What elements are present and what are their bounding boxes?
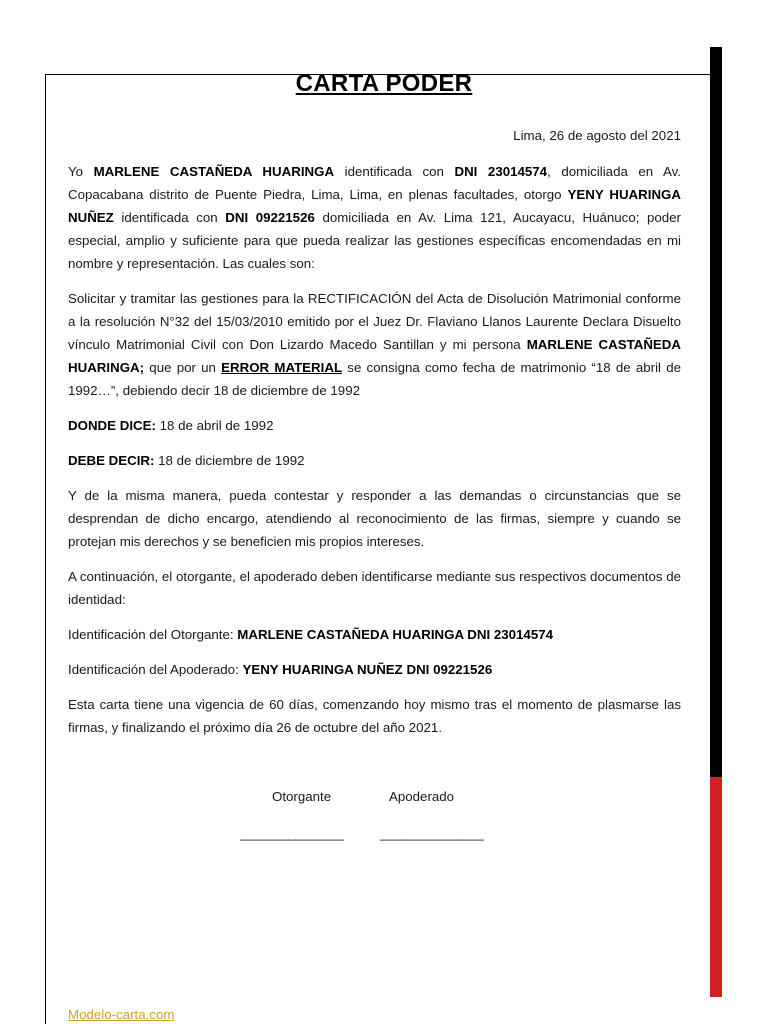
text: que por un [144,360,222,375]
grantor-name: MARLENE CASTAÑEDA HUARINGA; [68,337,681,375]
paragraph-grant [68,160,681,275]
debe-decir-value: 18 de diciembre de 1992 [154,453,305,468]
date-line: Lima, 26 de agosto del 2021 [513,128,681,143]
id-otorgante-label: Identificación del Otorgante: [68,627,238,642]
id-apoderado-label: Identificación del Apoderado: [68,662,243,677]
side-bar-black [710,47,722,777]
donde-dice-label: DONDE DICE: [68,418,156,433]
grantor-name: MARLENE CASTAÑEDA HUARINGA [93,164,335,179]
paragraph-powers: Y de la misma manera, pueda contestar y responder a las demandas o circunstancias que se desprendan de dicho encargo, atendiendo al reconocimiento de las firmas, siempre y cuando se protejan mis derechos y se beneficien mis propios intereses. [68,488,681,549]
text: Solicitar y tramitar las gestiones para la RECTIFICACIÓN del Acta de Disolución Matrimonial conforme a la resolución N°32 del 15/03/2010 emitido por el Juez Dr. Flaviano Llanos Laurente Declara Disuelto vínculo Matrimonial Civil con Don Lizardo Macedo Santillan y mi persona [68,291,681,352]
debe-decir-line [68,449,681,472]
text: identificada con [334,164,455,179]
id-otorgante-value: MARLENE CASTAÑEDA HUARINGA DNI 23014574 [237,627,554,642]
otorgante-label: Otorgante [272,789,332,804]
error-material: ERROR MATERIAL [221,360,343,375]
text: Yo [68,164,94,179]
id-apoderado-value: YENY HUARINGA NUÑEZ DNI 09221526 [242,662,493,677]
debe-decir-label: DEBE DECIR: [68,453,155,468]
paragraph-request [68,287,681,402]
grantor-dni: DNI 23014574 [454,164,548,179]
letter-body [68,124,681,751]
otorgante-signature-line: _______________ [240,826,344,841]
text: , domiciliada en Av. Copacabana distrito de Puente Piedra, Lima, Lima, en plenas facultades, otorgo [68,164,681,202]
donde-dice-value: 18 de abril de 1992 [155,418,274,433]
id-apoderado-line [68,658,681,681]
agent-dni: DNI 09221526 [225,210,315,225]
document-title: CARTA PODER [295,70,473,97]
agent-name: YENY HUARINGA NUÑEZ [68,187,681,225]
text: identificada con [113,210,226,225]
text: domiciliada en Av. Lima 121, Aucayacu, Huánuco; poder especial, amplio y suficiente para que pueda realizar las gestiones específicas encomendadas en mi nombre y representación. Las cuales son: [68,210,681,271]
donde-dice-line [68,414,681,437]
apoderado-label: Apoderado [389,789,455,804]
text: se consigna como fecha de matrimonio “18 de abril de 1992…”, debiendo decir 18 de diciembre de 1992 [68,360,681,398]
apoderado-signature-line: _______________ [380,826,484,841]
paragraph-identification: A continuación, el otorgante, el apoderado deben identificarse mediante sus respectivos documentos de identidad: [68,569,681,607]
paragraph-validity: Esta carta tiene una vigencia de 60 días, comenzando hoy mismo tras el momento de plasmarse las firmas, y finalizando el próximo día 26 de octubre del año 2021. [68,697,681,735]
side-bar-red [710,777,722,997]
footer-site-link[interactable]: Modelo-carta.com [68,1007,175,1022]
id-otorgante-line [68,623,681,646]
